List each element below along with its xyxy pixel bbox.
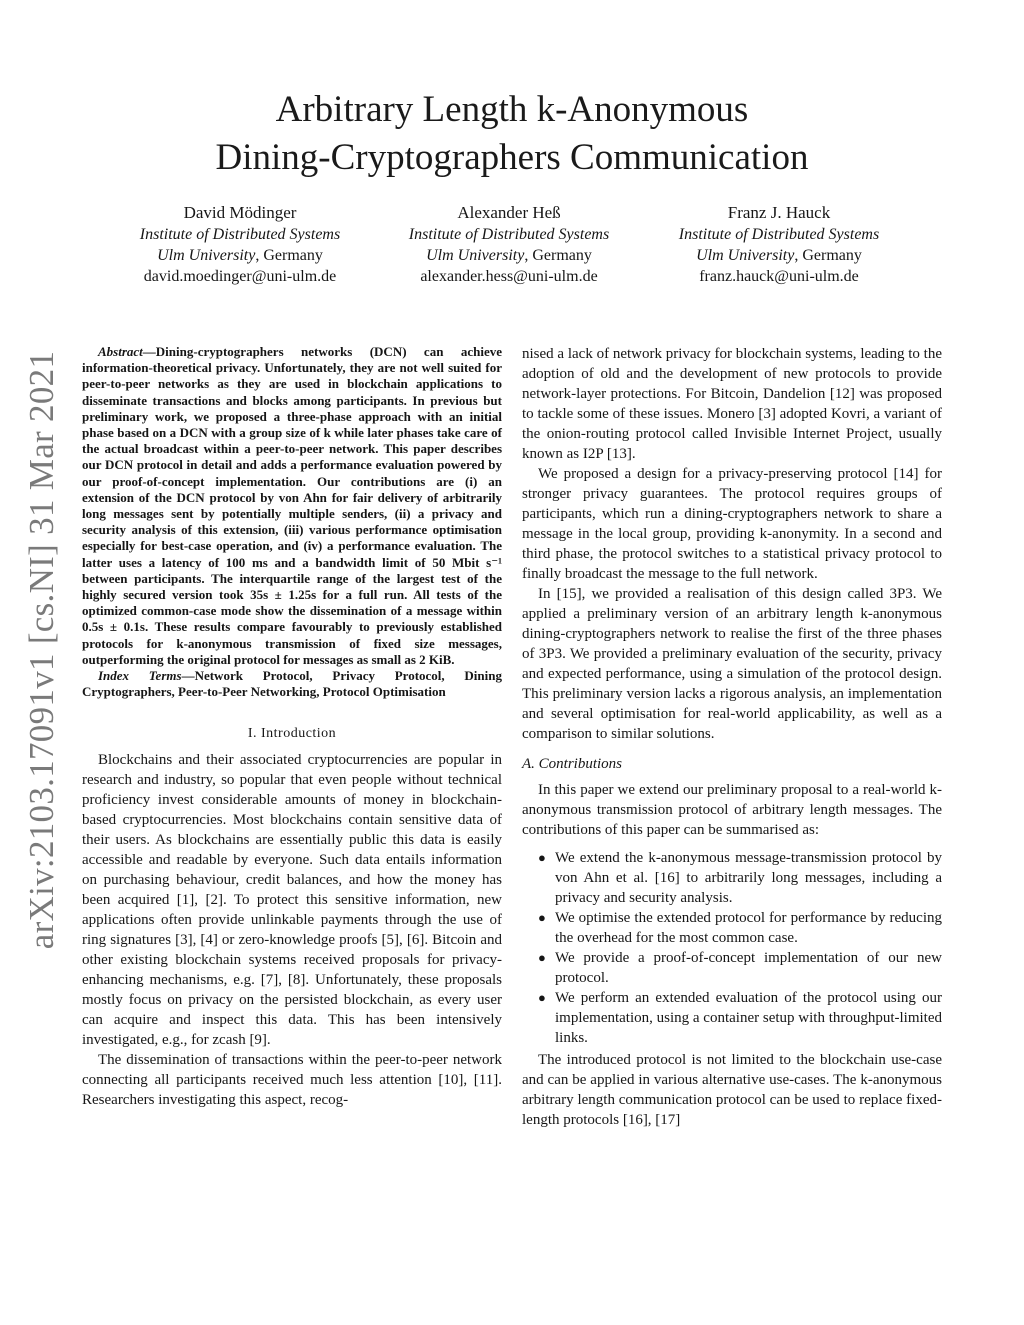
- index-terms: Index Terms—Network Protocol, Privacy Protocol, Dining Cryptographers, Peer-to-Peer Networking, Protocol Optimisation: [82, 668, 502, 700]
- author-university: Ulm University, Germany: [696, 247, 862, 264]
- author-institute: Institute of Distributed Systems: [408, 226, 610, 243]
- abstract: Abstract—Dining-cryptographers networks (DCN) can achieve information-theoretical privacy. Unfortunately, they are not well suited for peer-to-peer networks as they are used in blockchain applications to disseminate transactions and blocks among participants. In previous but preliminary work, we proposed a three-phase approach with an initial phase based on a DCN with a group size of k while later phases take care of the actual broadcast within a peer-to-peer network. This paper describes our DCN protocol in detail and adds a performance evaluation powered by our proof-of-concept implementation. Our contributions are (i) an extension of the DCN protocol by von Ahn for fair delivery of arbitrarily long messages sent by potentially multiple senders, (ii) a privacy and security analysis of this extension, (iii) various performance optimisation especially for best-case operation, and (iv) a performance evaluation. The latter uses a latency of 100 ms and a bandwidth limit of 50 Mbit s⁻¹ between participants. The interquartile range of the largest test of the highly secured version took 35s ± 1.25s for a full run. All tests of the optimized common-case mode show the dissemination of a message within 0.5s ± 0.1s. These results compare favourably to previously established protocols for k-anonymous transmission of fixed size messages, outperforming the original protocol for messages as small as 2 KiB.: [82, 344, 502, 667]
- author-email: franz.hauck@uni-ulm.de: [699, 268, 859, 285]
- intro-paragraph-5: In [15], we provided a realisation of this design called 3P3. We applied a preliminary version of an arbitrary length k-anonymous dining-cryptographers network to realise the first of the three phases of 3P3. We provided a preliminary evaluation of the security, privacy and expected performance, using a simulation of the protocol design. This preliminary version lacks a rigorous analysis, an implementation and several optimisation for real-world applicability, as well as a comparison to similar solutions.: [522, 586, 942, 742]
- paper-title: [0, 86, 1024, 182]
- author-email: david.moedinger@uni-ulm.de: [143, 268, 337, 285]
- intro-paragraph-2: The dissemination of transactions within the peer-to-peer network connecting all participants received much less attention [10], [11]. Researchers investigating this aspect, recog-: [82, 1052, 502, 1109]
- bullet-icon: ●: [538, 850, 546, 865]
- bullet-icon: ●: [538, 990, 546, 1005]
- author-institute: Institute of Distributed Systems: [139, 226, 341, 243]
- list-item: ● We perform an extended evaluation of the protocol using our implementation, using a container setup with throughput-limited links.: [538, 990, 943, 1046]
- author-university: Ulm University, Germany: [426, 247, 592, 264]
- title-line-1: Arbitrary Length k-Anonymous: [275, 89, 749, 130]
- subsection-heading-contributions: A. Contributions: [522, 756, 623, 772]
- contributions-closing: The introduced protocol is not limited to the blockchain use-case and can be applied in various alternative use-cases. The k-anonymous arbitrary length communication protocol can be used to replace fixed-length protocols [16], [17]: [522, 1052, 942, 1128]
- section-heading-introduction: I. Introduction: [247, 726, 337, 742]
- list-item: ● We provide a proof-of-concept implementation of our new protocol.: [538, 950, 942, 986]
- author-name: Franz J. Hauck: [727, 203, 831, 222]
- author-block-1: [90, 202, 390, 287]
- author-university: Ulm University, Germany: [157, 247, 323, 264]
- bullet-icon: ●: [538, 910, 546, 925]
- arxiv-identifier: arXiv:2103.17091v1 [cs.NI] 31 Mar 2021: [22, 350, 61, 950]
- contributions-intro: In this paper we extend our preliminary proposal to a real-world k-anonymous transmission protocol of arbitrary length messages. The contributions of this paper can be summarised as:: [522, 782, 942, 838]
- right-column: [522, 344, 942, 1130]
- list-item: ● We extend the k-anonymous message-transmission protocol by von Ahn et al. [16] to arbitrarily long messages, including a privacy and security analysis.: [538, 850, 942, 906]
- list-item: ● We optimise the extended protocol for performance by reducing the overhead for the most common case.: [538, 910, 942, 946]
- title-line-2: Dining-Cryptographers Communication: [215, 137, 809, 178]
- contributions-list: [522, 848, 942, 1048]
- author-email: alexander.hess@uni-ulm.de: [420, 268, 598, 285]
- author-block-2: [359, 202, 659, 287]
- left-column: [82, 344, 502, 1110]
- bullet-icon: ●: [538, 950, 546, 965]
- author-name: David Mödinger: [183, 203, 297, 222]
- intro-paragraph-3: nised a lack of network privacy for blockchain systems, leading to the adoption of old and the development of new protocols to provide network-layer protections. For Bitcoin, Dandelion [12] was proposed to tackle some of these issues. Monero [3] adopted Kovri, a variant of the onion-routing protocol called Invisible Internet Project, usually known as I2P [13].: [522, 346, 942, 462]
- author-block-3: [629, 202, 929, 287]
- author-institute: Institute of Distributed Systems: [678, 226, 880, 243]
- author-name: Alexander Heß: [457, 203, 561, 222]
- intro-paragraph-4: We proposed a design for a privacy-preserving protocol [14] for stronger privacy guarantees. The protocol requires groups of participants, which run a dining-cryptographers network to share a message in the local group, providing k-anonymity. In a second and third phase, the protocol switches to a statistical privacy protocol to finally broadcast the message to the full network.: [522, 466, 942, 582]
- intro-paragraph-1: Blockchains and their associated cryptocurrencies are popular in research and industry, so popular that even people without technical proficiency invest considerable amounts of money in blockchain-based cryptocurrencies. Most blockchains contain sensitive data of their users. As blockchains are essentially public this data is easily accessible and readable by everyone. Such data entails information on purchasing behaviour, credit balances, and how the money has been acquired [1], [2]. To protect this sensitive information, new applications often provide unlinkable payments through the use of ring signatures [3], [4] or zero-knowledge proofs [5], [6]. Bitcoin and other existing blockchain systems received proposals for privacy-enhancing mechanisms, e.g. [7], [8]. Unfortunately, these proposals mostly focus on privacy on the persisted blockchain, as every user can acquire and inspect this data. This has been intensively investigated, e.g., for zcash [9].: [82, 752, 502, 1049]
